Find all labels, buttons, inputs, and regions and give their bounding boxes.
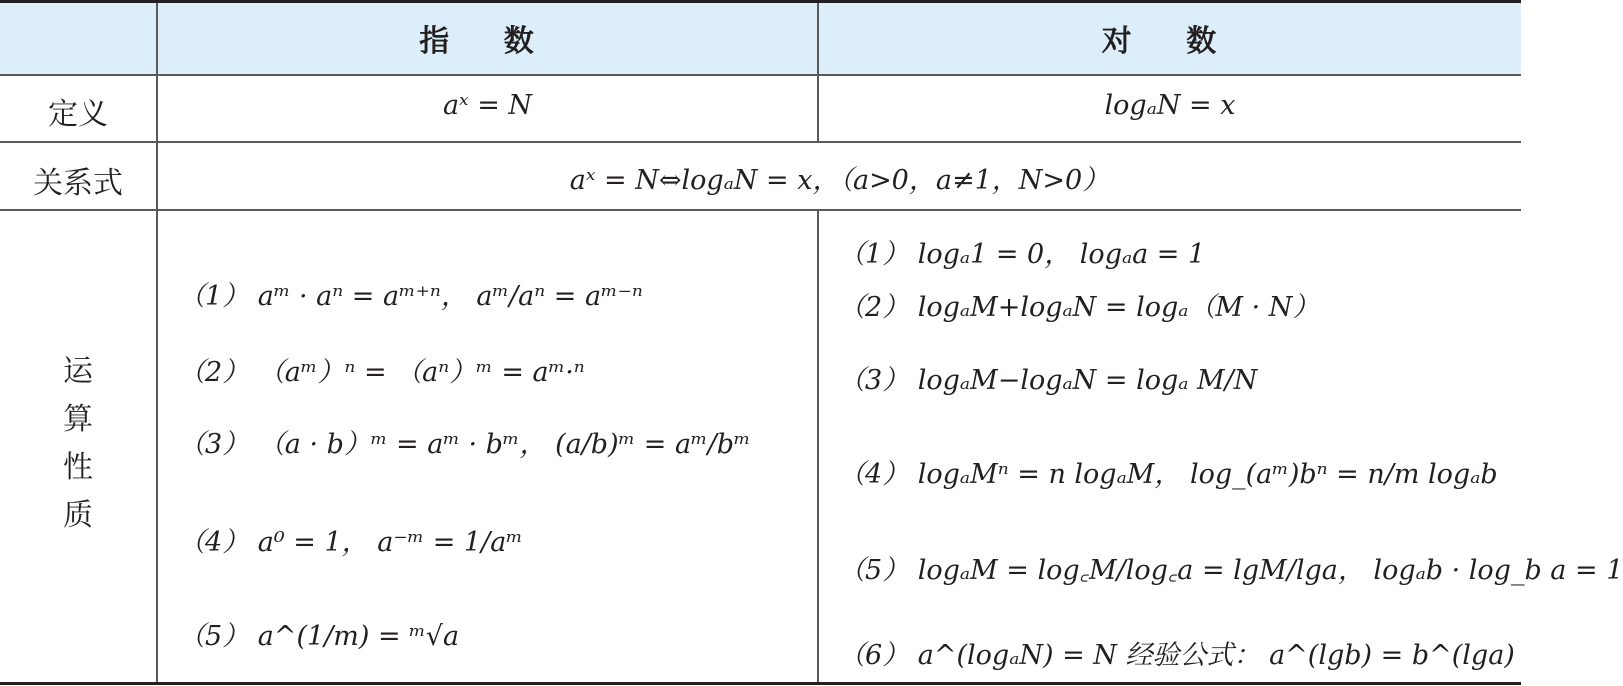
- definition-exponent: [158, 90, 817, 121]
- rule-after-definition: [0, 141, 1521, 143]
- definition-exponent-formula: aˣ = N: [442, 90, 533, 121]
- middle-column-rule-bottom: [817, 211, 819, 682]
- row-label-relation: 关系式: [33, 166, 123, 201]
- relation-formula: aˣ = N⇔logₐN = x，（a>0，a≠1，N>0）: [569, 165, 1110, 196]
- header-logarithm: 对 数: [1101, 24, 1239, 59]
- rule-after-header: [0, 74, 1521, 76]
- row-label-definition: 定义: [48, 97, 108, 132]
- log-property-4: （4） logₐMⁿ = n logₐM， log_(aᵐ)bⁿ = n/m logₐb: [838, 459, 1498, 490]
- rule-after-relation: [0, 209, 1521, 211]
- log-property-1: （1） logₐ1 = 0， logₐa = 1: [838, 239, 1206, 270]
- log-property-5: （5） logₐM = log꜀M/log꜀a = lgM/lga， logₐb · log_b a = 1: [838, 555, 1623, 586]
- row-label-properties: 运 算 性 质: [63, 354, 93, 533]
- log-property-3: （3） logₐM−logₐN = logₐ M/N: [838, 365, 1258, 396]
- log-property-2: （2） logₐM+logₐN = logₐ（M · N）: [838, 292, 1320, 323]
- top-rule: [0, 0, 1521, 3]
- exp-property-5: （5） a^(1/m) = ᵐ√a: [178, 621, 460, 652]
- relation-cell: [158, 158, 1521, 197]
- header-exponent: 指 数: [419, 24, 556, 59]
- definition-logarithm: [819, 90, 1521, 121]
- bottom-rule: [0, 682, 1521, 685]
- exp-property-1: （1） aᵐ · aⁿ = aᵐ⁺ⁿ， aᵐ/aⁿ = aᵐ⁻ⁿ: [178, 281, 643, 312]
- exp-property-3: （3） （a · b）ᵐ = aᵐ · bᵐ， (a/b)ᵐ = aᵐ/bᵐ: [178, 429, 751, 460]
- exp-property-4: （4） a⁰ = 1， a⁻ᵐ = 1/aᵐ: [178, 527, 523, 558]
- log-property-6: （6） a^(logₐN) = N 经验公式： a^(lgb) = b^(lga): [838, 640, 1515, 671]
- definition-logarithm-formula: logₐN = x: [1104, 90, 1236, 121]
- exp-property-2: （2） （aᵐ）ⁿ = （aⁿ）ᵐ = aᵐ·ⁿ: [178, 357, 585, 388]
